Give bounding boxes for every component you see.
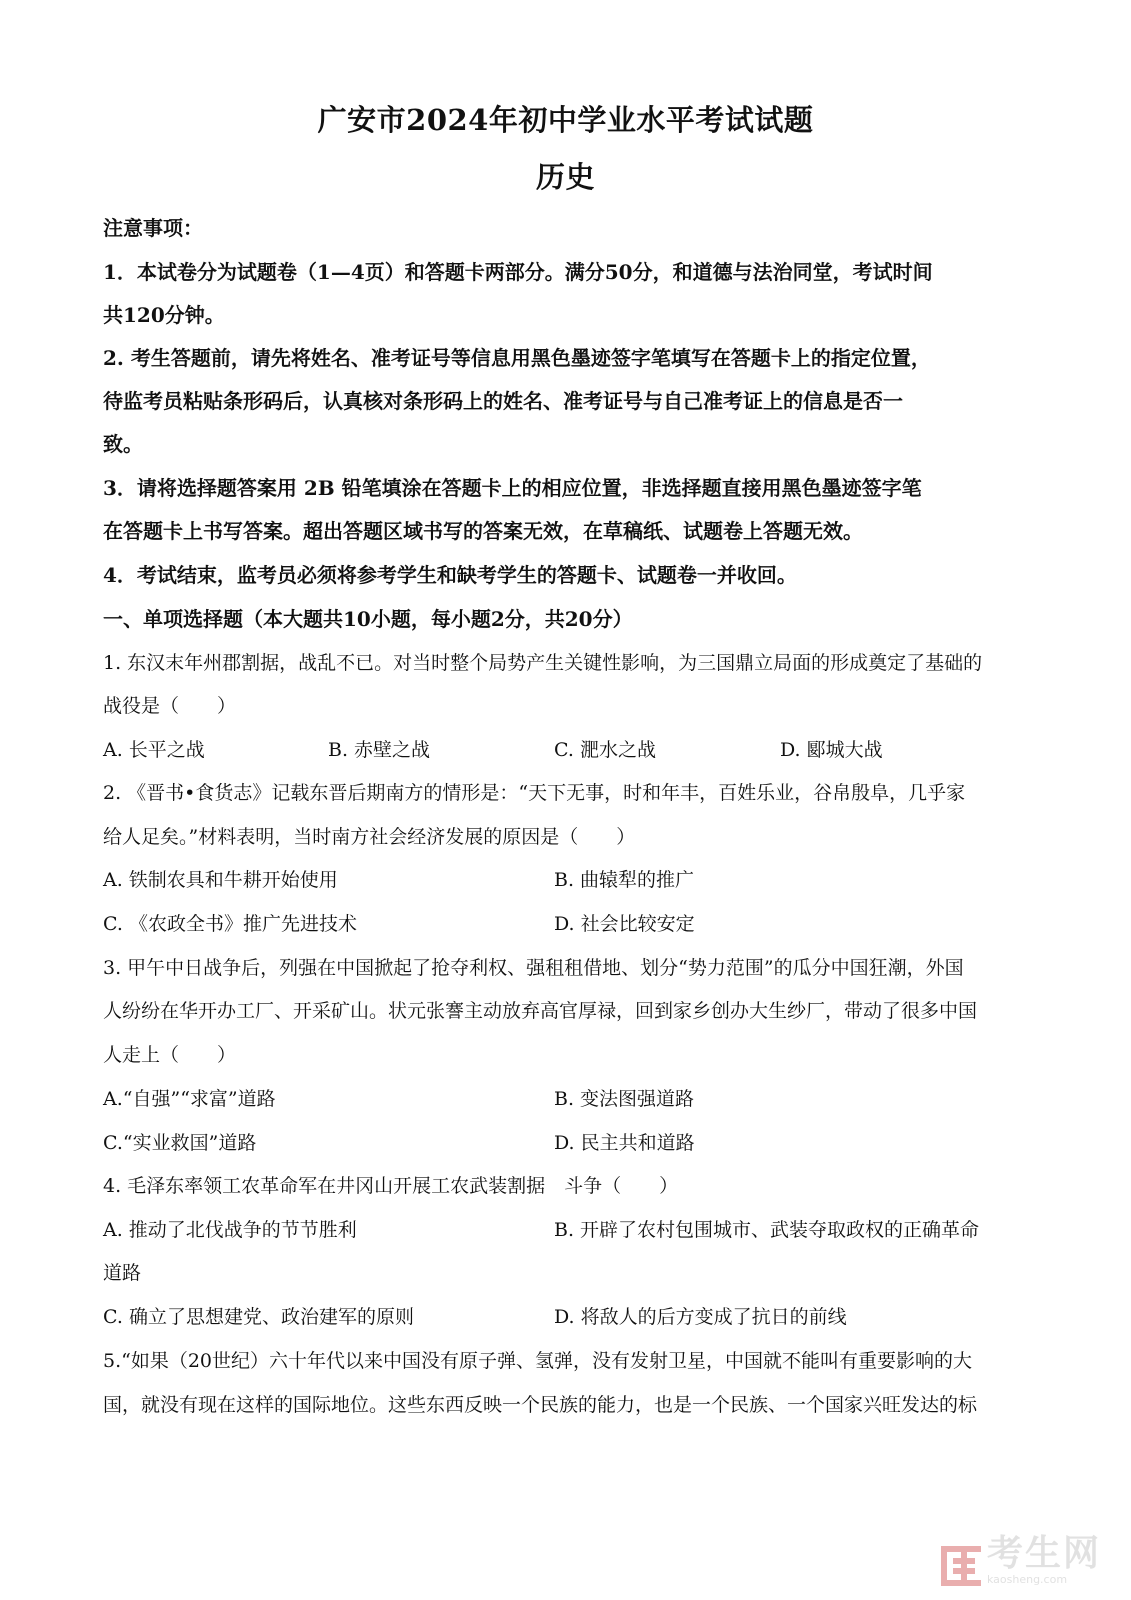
- question-3-option-a: A.“自强”“求富”道路: [103, 1088, 276, 1110]
- section-heading: 一、单项选择题（本大题共10小题，每小题2分，共20分）: [103, 607, 633, 631]
- notice-line: 4．考试结束，监考员必须将参考学生和缺考学生的答题卡、试题卷一并收回。: [103, 563, 797, 587]
- notice-line: 待监考员粘贴条形码后，认真核对条形码上的姓名、准考证号与自己准考证上的信息是否一: [103, 389, 903, 413]
- question-3-stem: 人纷纷在华开办工厂、开采矿山。状元张謇主动放弃高官厚禄，回到家乡创办大生纱厂，带动了很多中国: [103, 1000, 978, 1022]
- question-2-option-a: A. 铁制农具和牛耕开始使用: [103, 869, 338, 891]
- watermark-url: kaosheng.com: [986, 1573, 1068, 1586]
- question-1-option-c: C. 淝水之战: [554, 739, 656, 761]
- kaosheng-logo-icon: [941, 1546, 981, 1586]
- question-3-option-b: B. 变法图强道路: [554, 1088, 695, 1110]
- notice-line: 2. 考生答题前，请先将姓名、准考证号等信息用黑色墨迹签字笔填写在答题卡上的指定位置，: [103, 346, 931, 370]
- question-2-option-c: C. 《农政全书》推广先进技术: [103, 913, 357, 935]
- question-5-stem: 5.“如果（20世纪）六十年代以来中国没有原子弹、氢弹，没有发射卫星，中国就不能叫有重要影响的大: [103, 1350, 973, 1372]
- question-1-option-a: A. 长平之战: [103, 739, 205, 761]
- question-4-stem: 4. 毛泽东率领工农革命军在井冈山开展工农武装割据 斗争（ ）: [103, 1175, 679, 1197]
- notice-line: 3．请将选择题答案用 2B 铅笔填涂在答题卡上的相应位置，非选择题直接用黑色墨迹签字笔: [103, 476, 922, 500]
- watermark: [941, 1533, 1101, 1586]
- question-1-stem: 战役是（ ）: [103, 695, 237, 717]
- notice-line: 致。: [103, 432, 143, 456]
- exam-title: 广安市2024年初中学业水平考试试题: [317, 103, 814, 137]
- watermark-text: 考生网: [986, 1533, 1101, 1574]
- question-2-option-b: B. 曲辕犁的推广: [554, 869, 695, 891]
- question-4-option-b-continued: 道路: [103, 1262, 142, 1284]
- question-2-stem: 给人足矣。”材料表明，当时南方社会经济发展的原因是（ ）: [103, 826, 636, 848]
- question-1-stem: 1. 东汉末年州郡割据，战乱不已。对当时整个局势产生关键性影响，为三国鼎立局面的形成奠定了基础的: [103, 652, 983, 674]
- question-1-option-b: B. 赤壁之战: [328, 739, 431, 761]
- notice-line: 在答题卡上书写答案。超出答题区域书写的答案无效，在草稿纸、试题卷上答题无效。: [103, 519, 863, 543]
- question-3-stem: 3. 甲午中日战争后，列强在中国掀起了抢夺利权、强租租借地、划分“势力范围”的瓜分中国狂潮，外国: [103, 957, 964, 979]
- exam-subject: 历史: [535, 160, 595, 194]
- notice-line: 共120分钟。: [103, 303, 225, 327]
- notice-heading: 注意事项：: [103, 216, 203, 240]
- question-4-option-c: C. 确立了思想建党、政治建军的原则: [103, 1306, 414, 1328]
- question-3-option-c: C.“实业救国”道路: [103, 1132, 257, 1154]
- question-3-option-d: D. 民主共和道路: [554, 1132, 695, 1154]
- question-5-stem: 国，就没有现在这样的国际地位。这些东西反映一个民族的能力，也是一个民族、一个国家兴旺发达的标: [103, 1394, 978, 1416]
- question-4-option-b: B. 开辟了农村包围城市、武装夺取政权的正确革命: [554, 1219, 980, 1241]
- question-2-option-d: D. 社会比较安定: [554, 913, 695, 935]
- question-2-stem: 2. 《晋书•食货志》记载东晋后期南方的情形是：“天下无事，时和年丰，百姓乐业，谷帛殷阜，几乎家: [103, 782, 966, 804]
- question-4-option-a: A. 推动了北伐战争的节节胜利: [103, 1219, 357, 1241]
- question-3-stem: 人走上（ ）: [103, 1044, 237, 1066]
- question-4-option-d: D. 将敌人的后方变成了抗日的前线: [554, 1306, 847, 1328]
- notice-line: 1．本试卷分为试题卷（1—4页）和答题卡两部分。满分50分，和道德与法治同堂，考试时间: [103, 260, 933, 284]
- question-1-option-d: D. 郾城大战: [780, 739, 883, 761]
